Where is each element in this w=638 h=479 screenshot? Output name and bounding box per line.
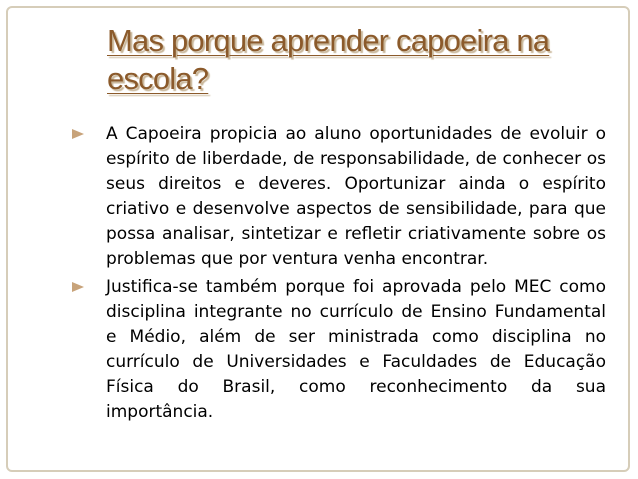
slide-title: Mas porque aprender capoeira na escola? [107,23,550,96]
bullet-arrow-icon [72,129,86,140]
bullet-text: Justifica-se também porque foi aprovada pelo MEC como disciplina integrante no currículo de Ensino Fundamental e Médio, além de ser ministrada como disciplina no currículo de Universidades e Faculdades de Educação Física do Brasil, como reconhecimento da sua importância. [106,277,606,422]
bullet-item [72,275,606,425]
bullet-text: A Capoeira propicia ao aluno oportunidades de evoluir o espírito de liberdade, de responsabilidade, de conhecer os seus direitos e deveres. Oportunizar ainda o espírito criativo e desenvolve aspectos de sensibilidade, para que possa analisar, sintetizar e refletir criativamente sobre os problemas que por ventura venha encontrar. [106,124,606,269]
bullet-item [72,122,606,272]
bullet-list [72,122,606,428]
bullet-arrow-icon [72,282,86,293]
